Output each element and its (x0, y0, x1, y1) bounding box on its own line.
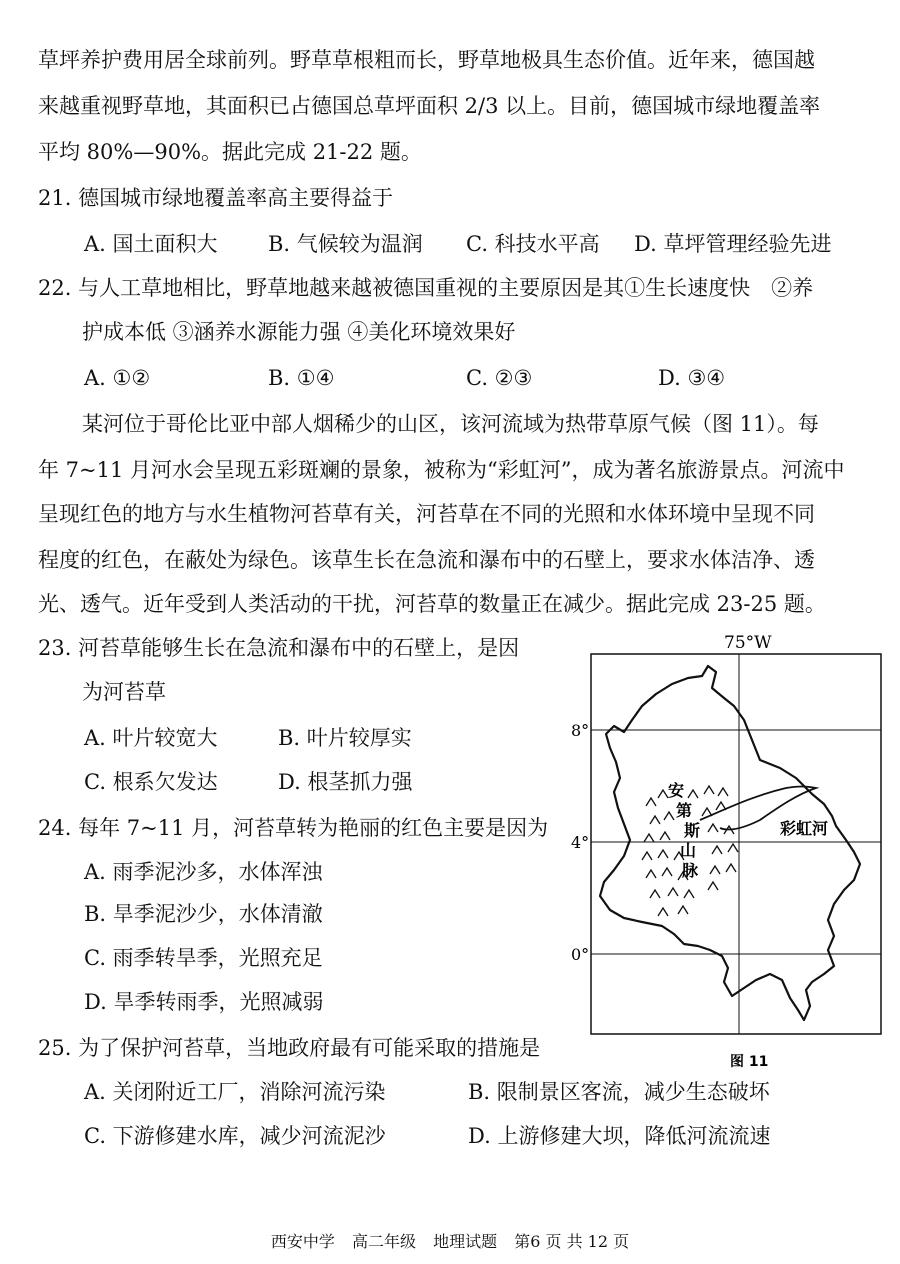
q23-option-a: A. 叶片较宽大 (84, 726, 218, 750)
intro2-line5: 光、透气。近年受到人类活动的干扰，河苔草的数量正在减少。据此完成 23-25 题。 (38, 592, 826, 616)
map-lat-0-label: 0° (571, 945, 590, 964)
q25-option-a: A. 关闭附近工厂，消除河流污染 (84, 1080, 386, 1104)
mountain-char-4: 山 (680, 841, 697, 860)
q25-option-b: B. 限制景区客流，减少生态破坏 (468, 1080, 770, 1104)
mountain-char-5: 脉 (682, 861, 699, 880)
intro2-line4: 程度的红色，在蔽处为绿色。该草生长在急流和瀑布中的石壁上，要求水体洁净、透 (38, 548, 815, 572)
q22-option-d: D. ③④ (658, 366, 726, 390)
q24-option-a: A. 雨季泥沙多，水体浑浊 (84, 860, 323, 884)
q24-stem: 24. 每年 7~11 月，河苔草转为艳丽的红色主要是因为 (38, 816, 549, 840)
page-footer (0, 1232, 900, 1252)
map-lat-8-label: 8° (571, 721, 590, 740)
map-frame (591, 654, 881, 1034)
q24-option-d: D. 旱季转雨季，光照减弱 (84, 990, 324, 1014)
q21-stem: 21. 德国城市绿地覆盖率高主要得益于 (38, 186, 394, 210)
intro1-line3: 平均 80%—90%。据此完成 21-22 题。 (38, 140, 422, 164)
q21-option-a: A. 国土面积大 (84, 232, 218, 256)
q23-option-d: D. 根茎抓力强 (278, 770, 413, 794)
q22-option-a: A. ①② (84, 366, 151, 390)
q22-stem-line2: 护成本低 ③涵养水源能力强 ④美化环境效果好 (82, 320, 516, 344)
colombia-outline (600, 666, 860, 1020)
q24-option-c: C. 雨季转旱季，光照充足 (84, 946, 323, 970)
q21-option-c: C. 科技水平高 (466, 232, 600, 256)
footer-grade: 高二年级 (352, 1232, 417, 1251)
andes-mountain-label (668, 781, 700, 880)
q23-stem-line2: 为河苔草 (82, 680, 166, 704)
q25-option-d: D. 上游修建大坝，降低河流流速 (468, 1124, 771, 1148)
q21-option-b: B. 气候较为温润 (268, 232, 423, 256)
footer-page-number: 第6 页 共 12 页 (514, 1232, 630, 1251)
rainbow-river-label: 彩虹河 (780, 819, 829, 838)
q22-stem-line1: 22. 与人工草地相比，野草地越来越被德国重视的主要原因是其①生长速度快 ②养 (38, 276, 814, 300)
map-longitude-label: 75°W (724, 633, 772, 653)
mountain-char-2: 第 (676, 801, 693, 820)
figure-caption: 图 11 (730, 1054, 769, 1070)
q23-option-b: B. 叶片较厚实 (278, 726, 412, 750)
colombia-map-figure (571, 628, 884, 1078)
intro2-line1: 某河位于哥伦比亚中部人烟稀少的山区，该河流域为热带草原气候（图 11）。每 (82, 412, 819, 436)
intro2-line3: 呈现红色的地方与水生植物河苔草有关，河苔草在不同的光照和水体环境中呈现不同 (38, 502, 815, 526)
map-lat-4-label: 4° (571, 833, 590, 852)
q22-option-c: C. ②③ (466, 366, 533, 390)
footer-subject: 地理试题 (433, 1232, 498, 1251)
q21-option-d: D. 草坪管理经验先进 (634, 232, 832, 256)
q25-option-c: C. 下游修建水库，减少河流泥沙 (84, 1124, 386, 1148)
q24-option-b: B. 旱季泥沙少，水体清澈 (84, 902, 323, 926)
q23-option-c: C. 根系欠发达 (84, 770, 218, 794)
intro1-line2: 来越重视野草地，其面积已占德国总草坪面积 2/3 以上。目前，德国城市绿地覆盖率 (38, 94, 821, 118)
intro1-line1: 草坪养护费用居全球前列。野草草根粗而长，野草地极具生态价值。近年来，德国越 (38, 48, 815, 72)
q23-stem-line1: 23. 河苔草能够生长在急流和瀑布中的石壁上，是因 (38, 636, 520, 660)
mountain-char-1: 安 (668, 781, 685, 800)
footer-school: 西安中学 (270, 1232, 335, 1251)
mountain-char-3: 斯 (684, 821, 701, 840)
intro2-line2: 年 7~11 月河水会呈现五彩斑斓的景象，被称为“彩虹河”，成为著名旅游景点。河流中 (38, 458, 845, 482)
q22-option-b: B. ①④ (268, 366, 335, 390)
q25-stem: 25. 为了保护河苔草，当地政府最有可能采取的措施是 (38, 1036, 541, 1060)
